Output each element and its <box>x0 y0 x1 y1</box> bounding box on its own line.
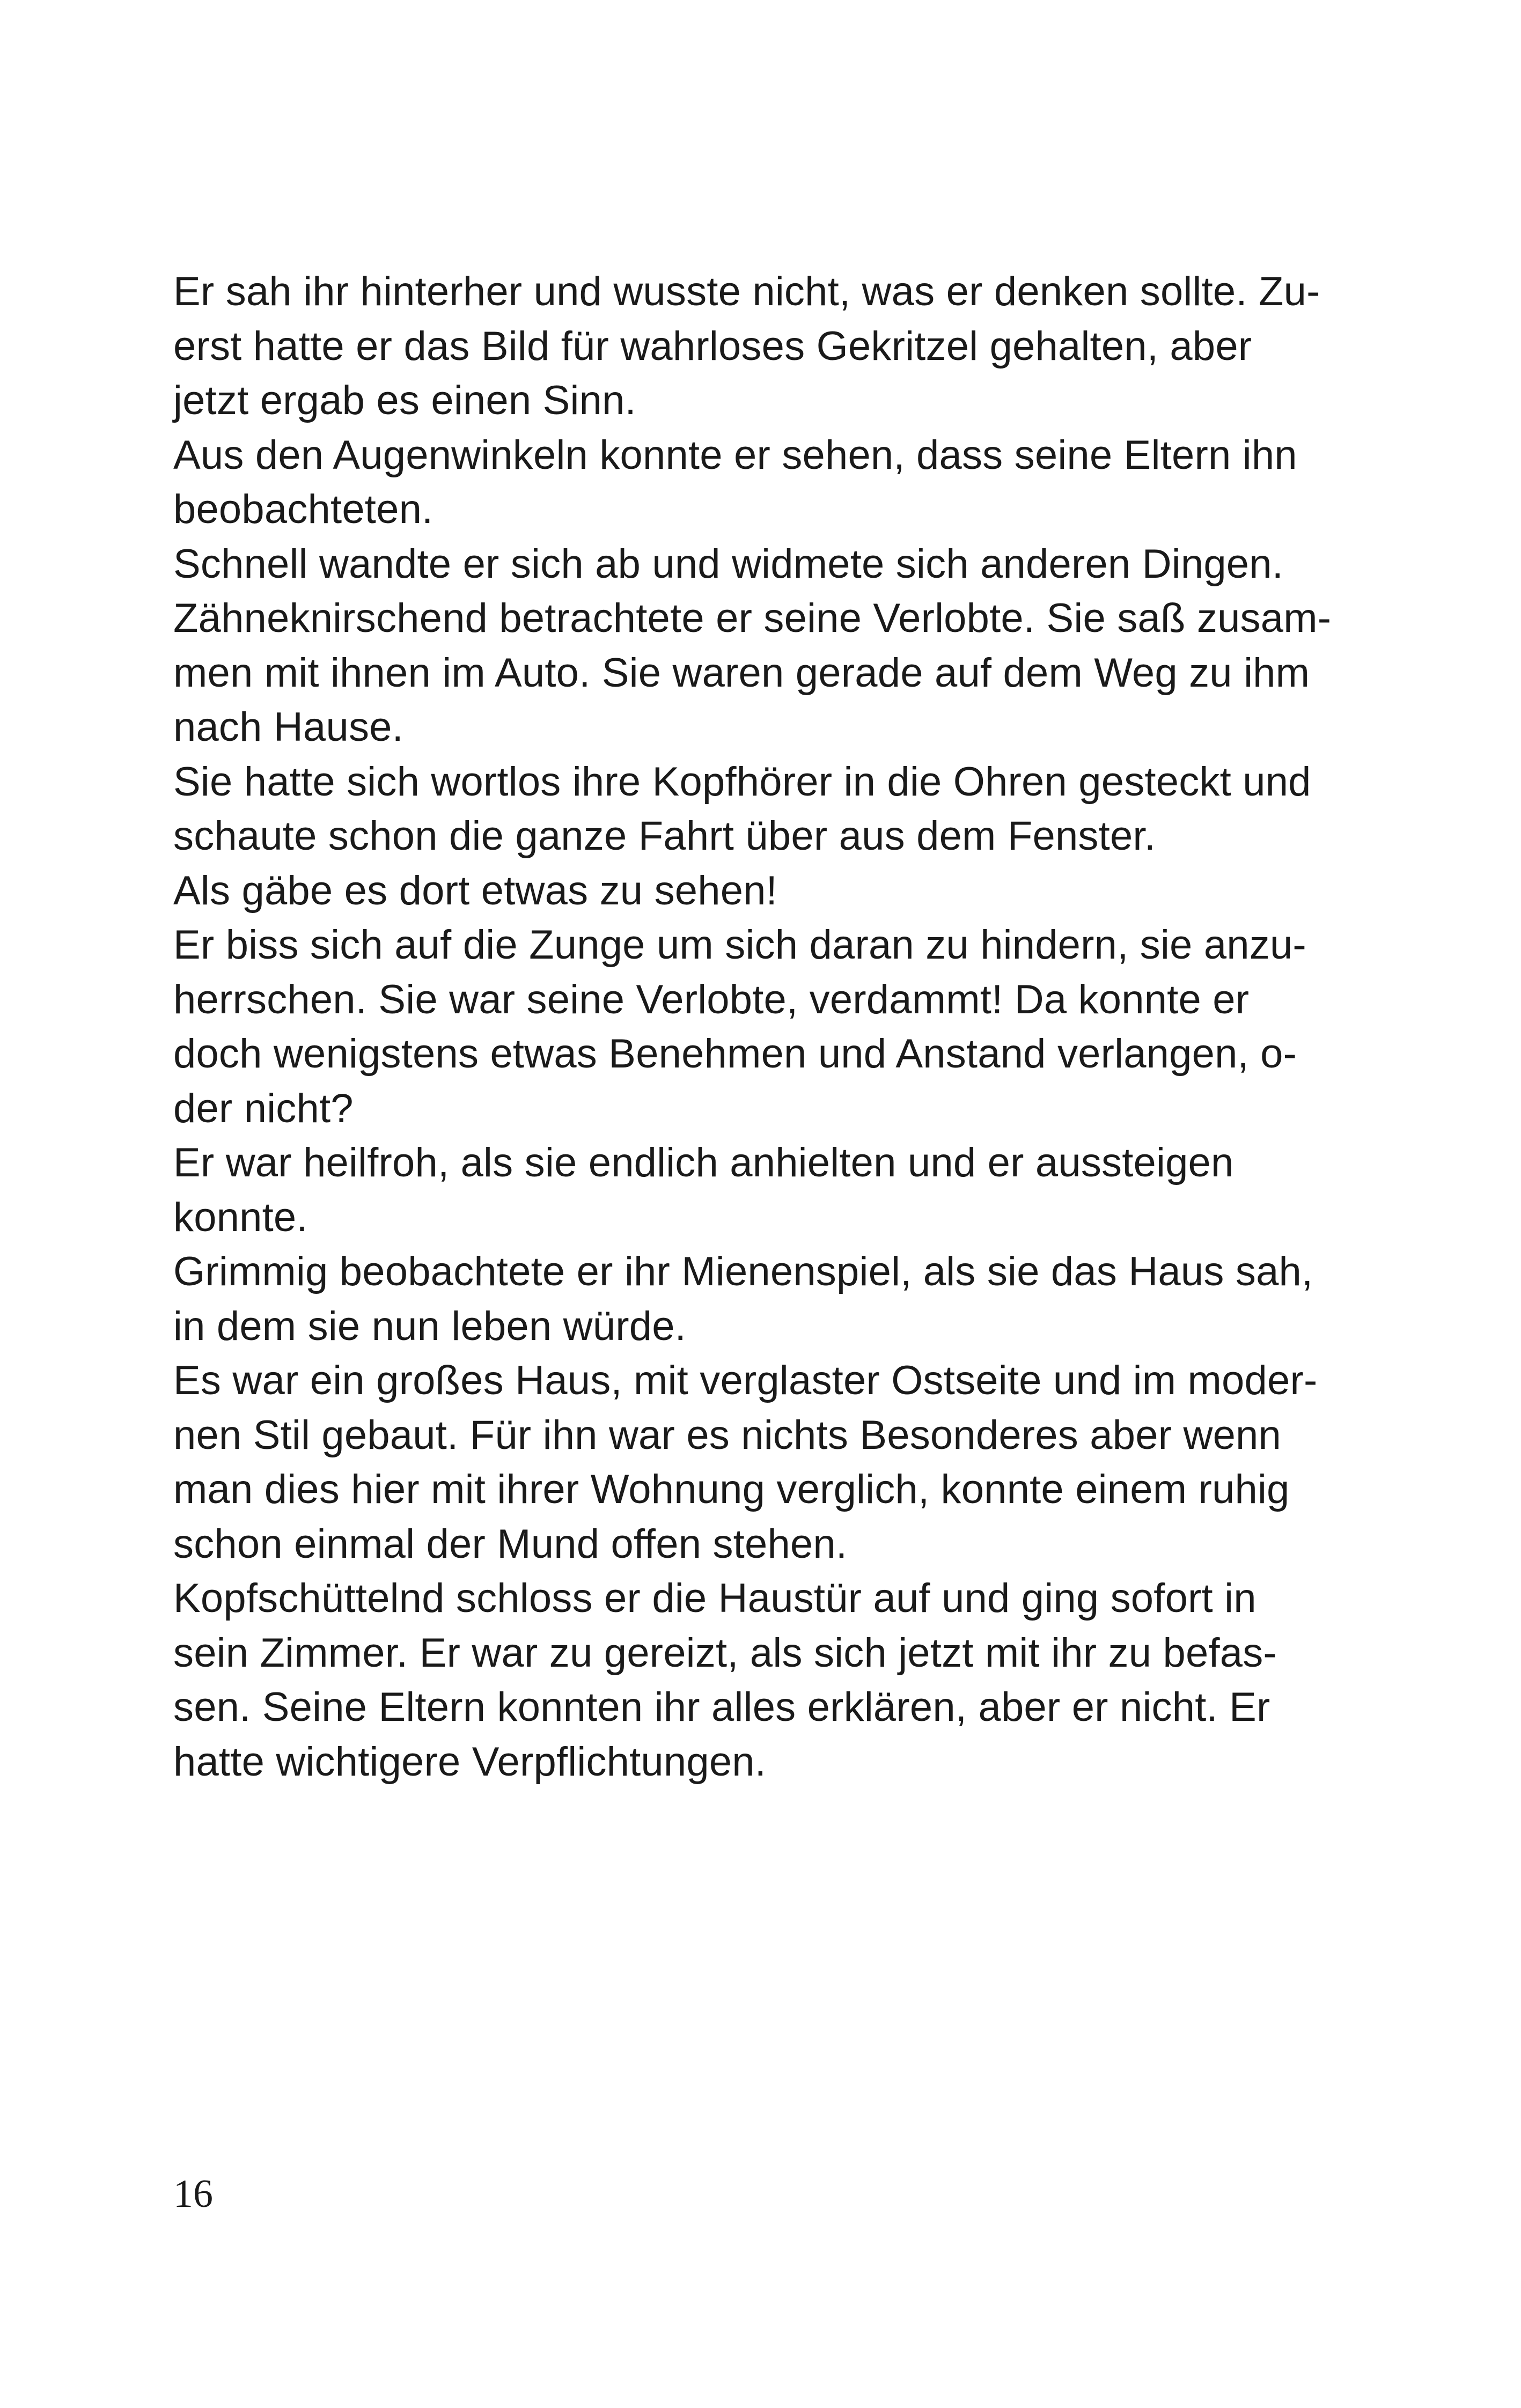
text-line: Sie hatte sich wortlos ihre Kopfhörer in die Ohren gesteckt und <box>173 759 1311 805</box>
text-line: Aus den Augenwinkeln konnte er sehen, dass seine Eltern ihn <box>173 432 1297 478</box>
text-line: Schnell wandte er sich ab und widmete sich anderen Dingen. <box>173 541 1284 587</box>
text-line: Es war ein großes Haus, mit verglaster Ostseite und im moder- <box>173 1358 1318 1403</box>
text-line: herrschen. Sie war seine Verlobte, verdammt! Da konnte er <box>173 976 1250 1022</box>
text-line: doch wenigstens etwas Benehmen und Anstand verlangen, o- <box>173 1031 1297 1077</box>
text-line: der nicht? <box>173 1085 354 1131</box>
text-line: erst hatte er das Bild für wahrloses Gekritzel gehalten, aber <box>173 323 1252 369</box>
text-line: nen Stil gebaut. Für ihn war es nichts Besonderes aber wenn <box>173 1412 1281 1458</box>
text-line: Als gäbe es dort etwas zu sehen! <box>173 867 777 914</box>
text-line: man dies hier mit ihrer Wohnung verglich, konnte einem ruhig <box>173 1467 1290 1512</box>
text-line: Er war heilfroh, als sie endlich anhielten und er aussteigen <box>173 1140 1234 1185</box>
text-line: schon einmal der Mund offen stehen. <box>173 1521 848 1567</box>
page-number: 16 <box>173 2172 213 2216</box>
text-line: Zähneknirschend betrachtete er seine Verlobte. Sie saß zusam- <box>173 595 1332 641</box>
text-line: hatte wichtigere Verpflichtungen. <box>173 1739 767 1785</box>
text-line: schaute schon die ganze Fahrt über aus dem Fenster. <box>173 813 1156 859</box>
text-line: in dem sie nun leben würde. <box>173 1303 686 1349</box>
text-line: jetzt ergab es einen Sinn. <box>173 378 636 423</box>
text-line: konnte. <box>173 1194 308 1240</box>
text-line: sein Zimmer. Er war zu gereizt, als sich jetzt mit ihr zu befas- <box>173 1630 1277 1676</box>
text-line: Er sah ihr hinterher und wusste nicht, was er denken sollte. Zu- <box>173 269 1320 314</box>
text-line: Grimmig beobachtete er ihr Mienenspiel, als sie das Haus sah, <box>173 1249 1313 1294</box>
text-line: Er biss sich auf die Zunge um sich daran zu hindern, sie anzu- <box>173 922 1306 968</box>
text-line: men mit ihnen im Auto. Sie waren gerade auf dem Weg zu ihm <box>173 650 1310 696</box>
text-line: beobachteten. <box>173 487 433 532</box>
body-text <box>173 264 1364 1789</box>
text-line: sen. Seine Eltern konnten ihr alles erklären, aber er nicht. Er <box>173 1684 1270 1730</box>
text-line: nach Hause. <box>173 704 403 750</box>
text-line: Kopfschüttelnd schloss er die Haustür auf und ging sofort in <box>173 1575 1257 1621</box>
